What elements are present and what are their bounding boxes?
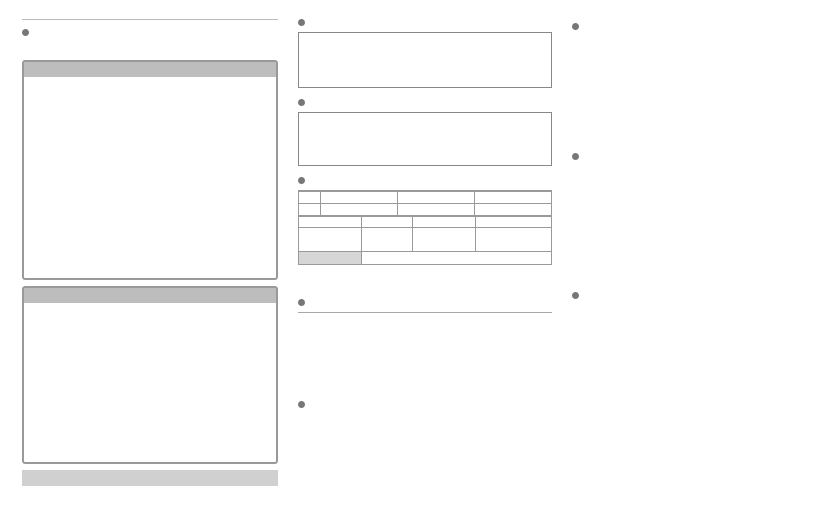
info-column bbox=[572, 0, 815, 507]
meal-list bbox=[298, 312, 552, 313]
bullet-icon bbox=[298, 19, 305, 26]
wednesday-time bbox=[303, 35, 547, 45]
missions-title bbox=[572, 287, 583, 303]
worship-order-title bbox=[22, 24, 278, 40]
bullet-icon bbox=[572, 292, 579, 299]
meal-title bbox=[298, 294, 309, 310]
bullet-icon bbox=[298, 177, 305, 184]
bulletin-header bbox=[22, 0, 278, 20]
service-table-wrap bbox=[298, 190, 552, 265]
second-service-box bbox=[22, 286, 278, 464]
friday-box bbox=[298, 112, 552, 166]
wednesday-box bbox=[298, 32, 552, 88]
wednesday-title bbox=[298, 14, 552, 30]
prayer-title bbox=[572, 18, 815, 34]
first-service-title bbox=[24, 62, 276, 77]
interpretation-note bbox=[24, 303, 276, 314]
first-service-box bbox=[22, 60, 278, 280]
bullet-icon bbox=[298, 99, 305, 106]
usher-offering-table bbox=[298, 215, 552, 265]
bullet-icon bbox=[298, 299, 305, 306]
events-title bbox=[298, 396, 309, 412]
friday-title bbox=[298, 94, 309, 110]
meetings-column bbox=[298, 0, 552, 507]
second-service-title bbox=[24, 288, 276, 303]
bullet-icon bbox=[572, 23, 579, 30]
bullet-icon bbox=[298, 401, 305, 408]
first-service-order bbox=[24, 77, 276, 79]
study-title bbox=[572, 148, 583, 164]
motto-banner bbox=[22, 470, 278, 486]
friday-time bbox=[303, 115, 547, 125]
service-title bbox=[298, 172, 309, 188]
worship-column bbox=[22, 0, 278, 507]
bullet-icon bbox=[572, 153, 579, 160]
bullet-icon bbox=[22, 29, 29, 36]
service-table bbox=[298, 190, 552, 216]
